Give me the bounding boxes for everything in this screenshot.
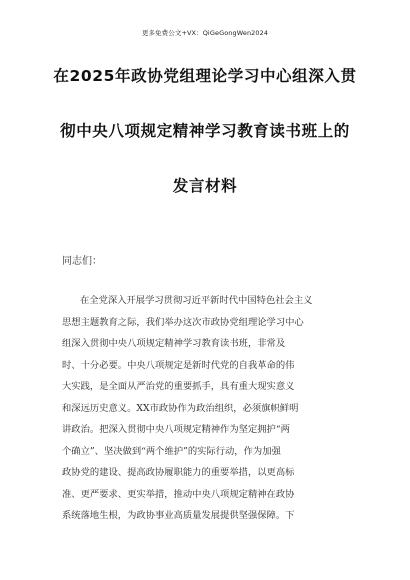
body-line: 政协党的建设、提高政协履职能力的重要举措，以更高标 xyxy=(62,467,295,478)
body-line: 和深远历史意义。XX市政协作为政治组织，必须旗帜鲜明 xyxy=(62,402,299,414)
body-line: 组深入贯彻中央八项规定精神学习教育读书班，非常及 xyxy=(62,338,286,349)
body-line: 准、更严要求、更实举措，推动中央八项规定精神在政协 xyxy=(62,488,295,500)
body-line: 大实践，是全面从严治党的重要抓手，具有重大现实意义 xyxy=(62,381,295,392)
title-line-3: 发言材料 xyxy=(172,177,238,195)
body-line: 时、十分必要。中央八项规定是新时代党的自我革命的伟 xyxy=(62,359,295,371)
body-line: 个确立”、坚决做到“两个维护”的实际行动，作为加强 xyxy=(62,445,281,457)
title-line-1: 在2025年政协党组理论学习中心组深入贯 xyxy=(53,67,357,85)
body-line: 在全党深入开展学习贯彻习近平新时代中国特色社会主义 xyxy=(80,295,313,306)
title-line-2: 彻中央八项规定精神学习教育读书班上的 xyxy=(60,122,350,140)
salutation: 同志们： xyxy=(62,256,102,267)
header-note: 更多免费公文+VX：QiGeGongWen2024 xyxy=(141,29,269,37)
body-line: 系统落地生根，为政协事业高质量发展提供坚强保障。下 xyxy=(62,510,295,521)
body-paragraph xyxy=(62,290,358,527)
body-line: 讲政治。把深入贯彻中央八项规定精神作为坚定拥护“两 xyxy=(62,424,290,435)
body-line: 思想主题教育之际，我们举办这次市政协党组理论学习中心 xyxy=(62,316,304,328)
